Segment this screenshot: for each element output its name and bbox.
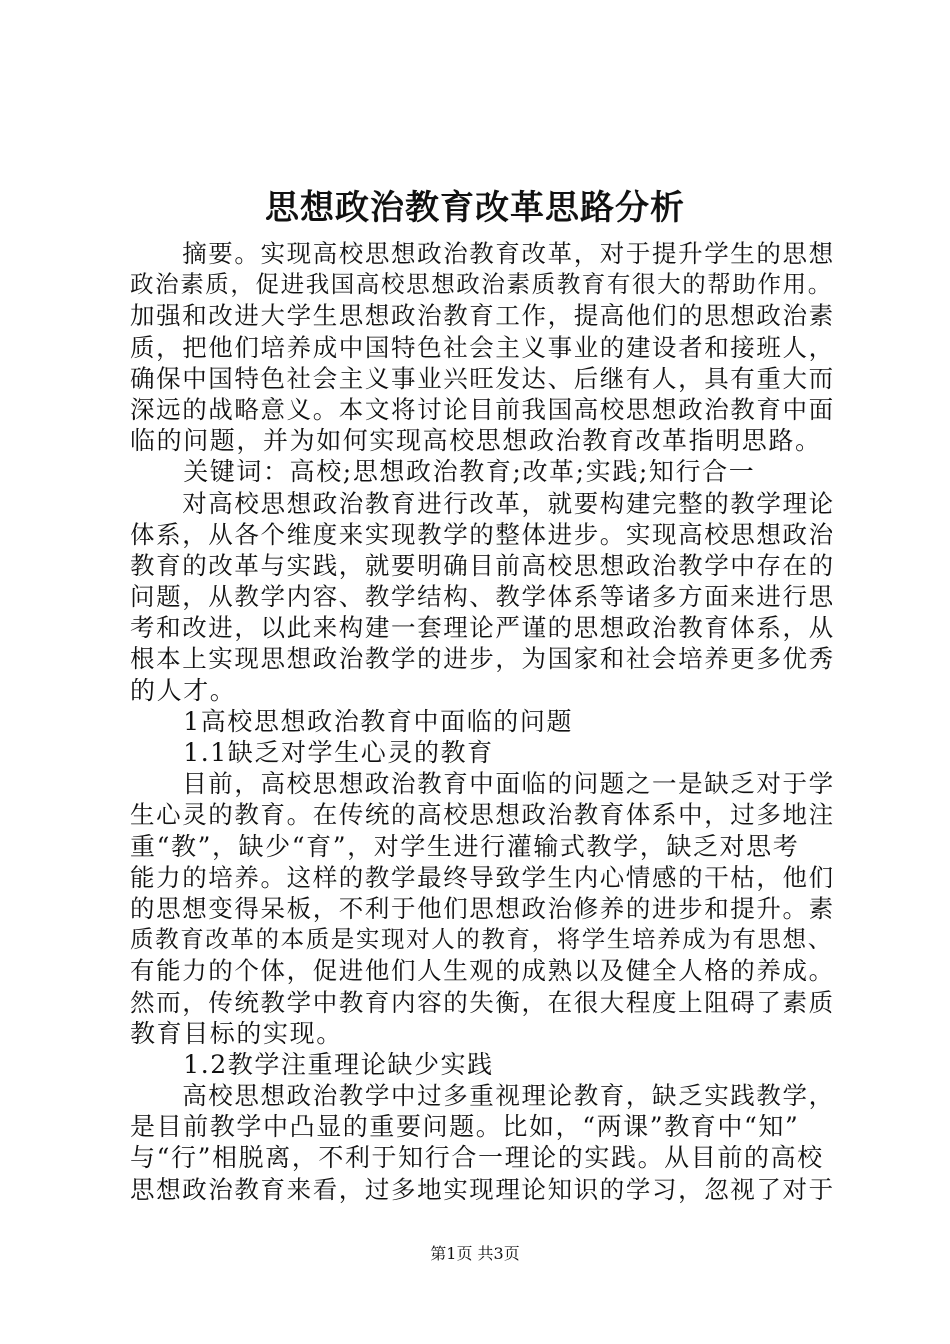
subsection-heading: 1.2教学注重理论缺少实践 [130, 1049, 494, 1079]
body-line: 考和改进，以此来构建一套理论严谨的思想政治教育体系，从 [130, 613, 835, 643]
body-line: 确保中国特色社会主义事业兴旺发达、后继有人，具有重大而 [130, 363, 835, 393]
body-line: 深远的战略意义。本文将讨论目前我国高校思想政治教育中面 [130, 394, 835, 424]
body-line: 质，把他们培养成中国特色社会主义事业的建设者和接班人， [130, 332, 835, 362]
body-line: 重“教”，缺少“育”，对学生进行灌输式教学，缺乏对思考 [130, 831, 800, 861]
body-line: 然而，传统教学中教育内容的失衡，在很大程度上阻碍了素质 [130, 987, 835, 1017]
subsection-heading: 1.1缺乏对学生心灵的教育 [130, 738, 494, 767]
body-line: 问题，从教学内容、教学结构、教学体系等诸多方面来进行思 [130, 582, 835, 612]
body-line: 高校思想政治教学中过多重视理论教育，缺乏实践教学， [130, 1081, 835, 1111]
keywords-line: 关键词：高校;思想政治教育;改革;实践;知行合一 [130, 457, 756, 487]
body-line: 教育的改革与实践，就要明确目前高校思想政治教学中存在的 [130, 550, 835, 580]
body-line: 体系，从各个维度来实现教学的整体进步。实现高校思想政治 [130, 519, 835, 549]
body-line: 思想政治教育来看，过多地实现理论知识的学习，忽视了对于 [130, 1174, 835, 1204]
body-line: 的人才。 [130, 675, 237, 705]
document-body [130, 238, 835, 1205]
body-line: 对高校思想政治教育进行改革，就要构建完整的教学理论 [130, 488, 835, 518]
body-line: 临的问题，并为如何实现高校思想政治教育改革指明思路。 [130, 426, 822, 456]
body-line: 加强和改进大学生思想政治教育工作，提高他们的思想政治素 [130, 301, 835, 331]
body-line: 能力的培养。这样的教学最终导致学生内心情感的干枯，他们 [130, 862, 835, 892]
body-line: 与“行”相脱离，不利于知行合一理论的实践。从目前的高校 [130, 1143, 824, 1173]
body-line: 目前，高校思想政治教育中面临的问题之一是缺乏对于学 [130, 769, 835, 799]
page-number-footer: 第1页 共3页 [430, 1244, 520, 1263]
body-line: 政治素质，促进我国高校思想政治素质教育有很大的帮助作用。 [130, 270, 833, 299]
body-line: 教育目标的实现。 [130, 1018, 343, 1048]
body-line: 的思想变得呆板，不利于他们思想政治修养的进步和提升。素 [130, 893, 835, 923]
body-line: 质教育改革的本质是实现对人的教育，将学生培养成为有思想、 [130, 925, 833, 954]
body-line: 是目前教学中凸显的重要问题。比如，“两课”教育中“知” [130, 1112, 800, 1142]
section-heading: 1高校思想政治教育中面临的问题 [130, 706, 574, 736]
body-line: 摘要。实现高校思想政治教育改革，对于提升学生的思想 [130, 239, 835, 268]
body-line: 根本上实现思想政治教学的进步，为国家和社会培养更多优秀 [130, 644, 835, 674]
body-line: 有能力的个体，促进他们人生观的成熟以及健全人格的养成。 [130, 956, 835, 986]
body-line: 生心灵的教育。在传统的高校思想政治教育体系中，过多地注 [130, 800, 835, 830]
document-title: 思想政治教育改革思路分析 [265, 188, 685, 228]
